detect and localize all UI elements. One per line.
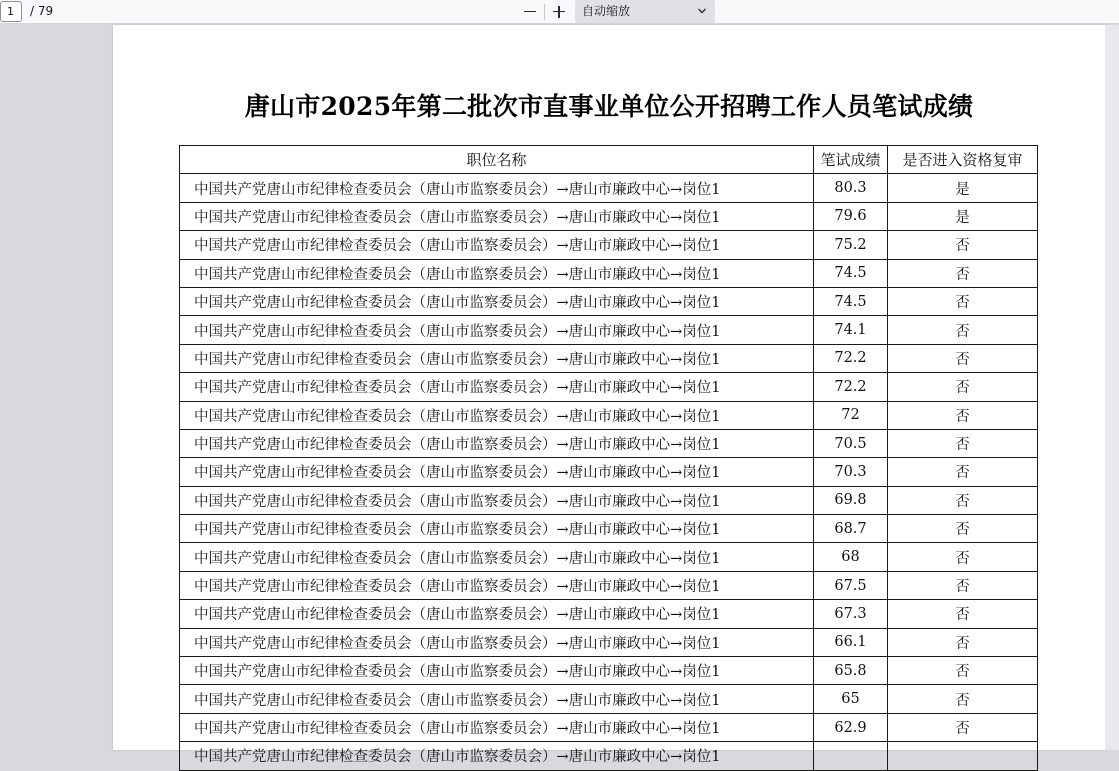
- document-title: 唐山市2025年第二批次市直事业单位公开招聘工作人员笔试成绩: [244, 92, 974, 121]
- cell-score: 69.8: [814, 486, 888, 514]
- pdf-page: [113, 25, 1105, 766]
- cell-position: 中国共产党唐山市纪律检查委员会（唐山市监察委员会）→唐山市廉政中心→岗位1: [180, 742, 814, 770]
- table-row: [180, 373, 1038, 401]
- cell-qualified: 否: [888, 543, 1038, 571]
- table-row: [180, 174, 1038, 202]
- cell-qualified: 否: [888, 429, 1038, 457]
- cell-score: 79.6: [814, 202, 888, 230]
- toolbar-separator: [544, 4, 545, 20]
- cell-score: 72: [814, 401, 888, 429]
- document-viewer[interactable]: [0, 25, 1119, 766]
- cell-qualified: 否: [888, 231, 1038, 259]
- table-row: [180, 344, 1038, 372]
- pdf-toolbar: [0, 0, 1119, 24]
- cell-qualified: 否: [888, 401, 1038, 429]
- table-header-row: [180, 146, 1038, 174]
- zoom-select-value: 自动缩放: [582, 4, 631, 18]
- cell-score: 68.7: [814, 515, 888, 543]
- cell-score: 65.8: [814, 657, 888, 685]
- cell-score: 70.5: [814, 429, 888, 457]
- chevron-down-icon: [697, 6, 707, 16]
- cell-position: 中国共产党唐山市纪律检查委员会（唐山市监察委员会）→唐山市廉政中心→岗位1: [180, 202, 814, 230]
- cell-score: 74.5: [814, 259, 888, 287]
- cell-position: 中国共产党唐山市纪律检查委员会（唐山市监察委员会）→唐山市廉政中心→岗位1: [180, 713, 814, 741]
- cell-qualified: 否: [888, 571, 1038, 599]
- minus-icon: [524, 11, 536, 12]
- cell-score: 70.3: [814, 458, 888, 486]
- cell-score: 80.3: [814, 174, 888, 202]
- cell-position: 中国共产党唐山市纪律检查委员会（唐山市监察委员会）→唐山市廉政中心→岗位1: [180, 373, 814, 401]
- cell-qualified: 否: [888, 628, 1038, 656]
- cell-score: 72.2: [814, 373, 888, 401]
- cell-position: 中国共产党唐山市纪律检查委员会（唐山市监察委员会）→唐山市廉政中心→岗位1: [180, 316, 814, 344]
- table-row: [180, 742, 1038, 770]
- cell-score: 72.2: [814, 344, 888, 372]
- cell-position: 中国共产党唐山市纪律检查委员会（唐山市监察委员会）→唐山市廉政中心→岗位1: [180, 685, 814, 713]
- cell-qualified: 是: [888, 202, 1038, 230]
- cell-qualified: [888, 742, 1038, 770]
- cell-position: 中国共产党唐山市纪律检查委员会（唐山市监察委员会）→唐山市廉政中心→岗位1: [180, 628, 814, 656]
- cell-position: 中国共产党唐山市纪律检查委员会（唐山市监察委员会）→唐山市廉政中心→岗位1: [180, 429, 814, 457]
- table-row: [180, 515, 1038, 543]
- table-row: [180, 458, 1038, 486]
- cell-score: 74.1: [814, 316, 888, 344]
- cell-qualified: 否: [888, 657, 1038, 685]
- cell-position: 中国共产党唐山市纪律检查委员会（唐山市监察委员会）→唐山市廉政中心→岗位1: [180, 401, 814, 429]
- cell-score: 67.3: [814, 600, 888, 628]
- cell-score: [814, 742, 888, 770]
- table-row: [180, 401, 1038, 429]
- cell-score: 74.5: [814, 287, 888, 315]
- cell-qualified: 否: [888, 259, 1038, 287]
- table-row: [180, 657, 1038, 685]
- table-row: [180, 571, 1038, 599]
- cell-position: 中国共产党唐山市纪律检查委员会（唐山市监察委员会）→唐山市廉政中心→岗位1: [180, 600, 814, 628]
- zoom-select[interactable]: [575, 0, 715, 23]
- cell-qualified: 否: [888, 373, 1038, 401]
- cell-qualified: 否: [888, 600, 1038, 628]
- cell-position: 中国共产党唐山市纪律检查委员会（唐山市监察委员会）→唐山市廉政中心→岗位1: [180, 458, 814, 486]
- cell-qualified: 否: [888, 713, 1038, 741]
- cell-qualified: 否: [888, 486, 1038, 514]
- table-row: [180, 543, 1038, 571]
- cell-position: 中国共产党唐山市纪律检查委员会（唐山市监察委员会）→唐山市廉政中心→岗位1: [180, 259, 814, 287]
- cell-position: 中国共产党唐山市纪律检查委员会（唐山市监察委员会）→唐山市廉政中心→岗位1: [180, 344, 814, 372]
- cell-qualified: 是: [888, 174, 1038, 202]
- cell-position: 中国共产党唐山市纪律检查委员会（唐山市监察委员会）→唐山市廉政中心→岗位1: [180, 486, 814, 514]
- cell-qualified: 否: [888, 287, 1038, 315]
- table-row: [180, 231, 1038, 259]
- cell-position: 中国共产党唐山市纪律检查委员会（唐山市监察委员会）→唐山市廉政中心→岗位1: [180, 231, 814, 259]
- zoom-in-button[interactable]: [548, 0, 570, 23]
- cell-score: 68: [814, 543, 888, 571]
- cell-score: 67.5: [814, 571, 888, 599]
- table-row: [180, 486, 1038, 514]
- cell-qualified: 否: [888, 685, 1038, 713]
- cell-score: 66.1: [814, 628, 888, 656]
- cell-qualified: 否: [888, 344, 1038, 372]
- cell-score: 65: [814, 685, 888, 713]
- table-row: [180, 685, 1038, 713]
- table-row: [180, 600, 1038, 628]
- cell-score: 62.9: [814, 713, 888, 741]
- cell-qualified: 否: [888, 316, 1038, 344]
- table-row: [180, 316, 1038, 344]
- table-row: [180, 259, 1038, 287]
- page-count-label: / 79: [30, 4, 54, 18]
- cell-position: 中国共产党唐山市纪律检查委员会（唐山市监察委员会）→唐山市廉政中心→岗位1: [180, 571, 814, 599]
- table-row: [180, 287, 1038, 315]
- column-header-position: 职位名称: [180, 146, 814, 174]
- cell-position: 中国共产党唐山市纪律检查委员会（唐山市监察委员会）→唐山市廉政中心→岗位1: [180, 287, 814, 315]
- table-row: [180, 713, 1038, 741]
- cell-position: 中国共产党唐山市纪律检查委员会（唐山市监察委员会）→唐山市廉政中心→岗位1: [180, 657, 814, 685]
- cell-position: 中国共产党唐山市纪律检查委员会（唐山市监察委员会）→唐山市廉政中心→岗位1: [180, 543, 814, 571]
- table-row: [180, 628, 1038, 656]
- page-number-input[interactable]: 1: [0, 1, 22, 22]
- column-header-score: 笔试成绩: [814, 146, 888, 174]
- cell-position: 中国共产党唐山市纪律检查委员会（唐山市监察委员会）→唐山市廉政中心→岗位1: [180, 515, 814, 543]
- cell-qualified: 否: [888, 458, 1038, 486]
- column-header-qualified: 是否进入资格复审: [888, 146, 1038, 174]
- zoom-out-button[interactable]: [519, 0, 541, 23]
- score-table: [179, 145, 1038, 771]
- cell-position: 中国共产党唐山市纪律检查委员会（唐山市监察委员会）→唐山市廉政中心→岗位1: [180, 174, 814, 202]
- cell-qualified: 否: [888, 515, 1038, 543]
- cell-score: 75.2: [814, 231, 888, 259]
- table-row: [180, 429, 1038, 457]
- table-row: [180, 202, 1038, 230]
- vertical-scrollbar[interactable]: [1105, 25, 1119, 750]
